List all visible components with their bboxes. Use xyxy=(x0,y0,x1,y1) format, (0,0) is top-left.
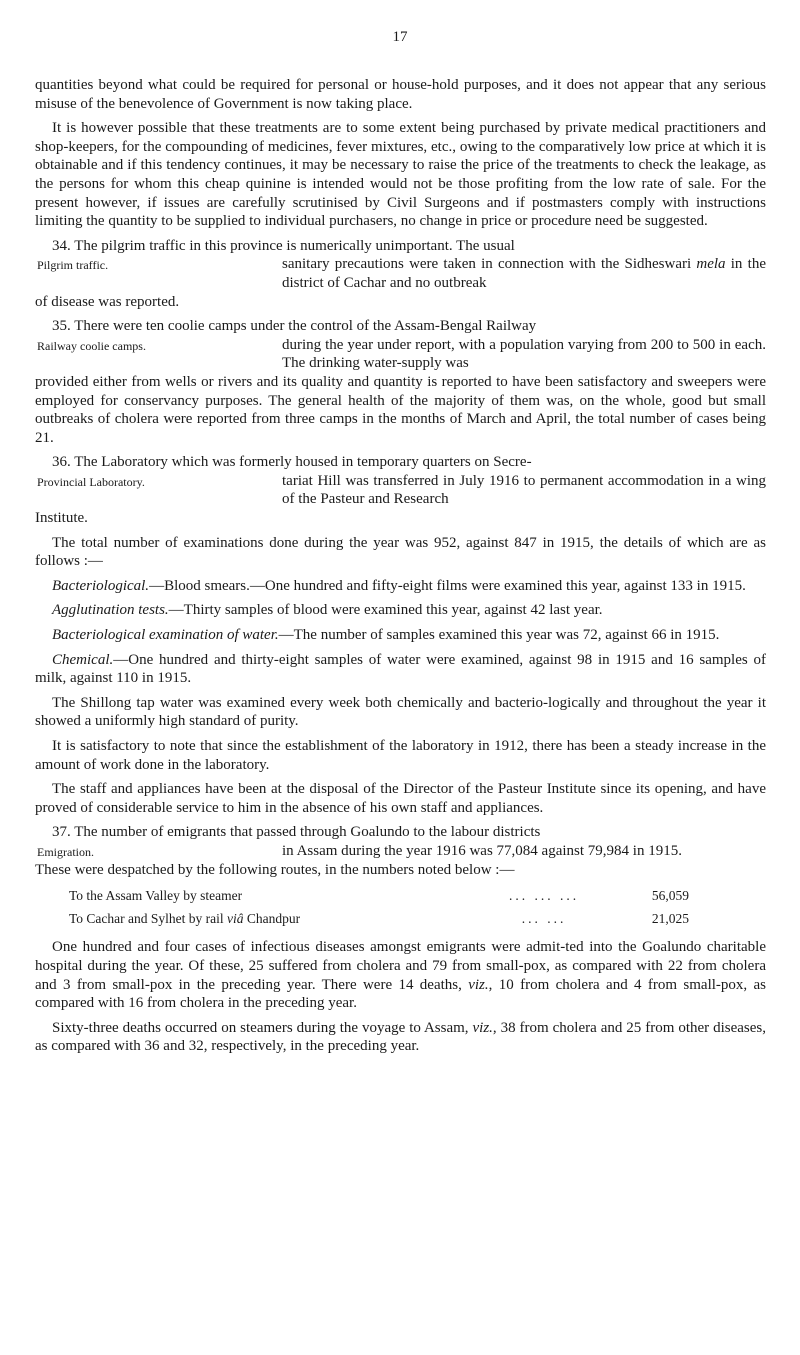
paragraph-water-examination: Bacteriological examination of water.—The number of samples examined this year was 72, against 66 in 1915. xyxy=(52,627,720,644)
section-35-right-text: during the year under report, with a population varying from 200 to 500 in each. The drinking water-supply was xyxy=(282,336,766,372)
paragraph-shillong-water: The Shillong tap water was examined every week both chemically and bacterio-logically and throughout the year it showed a uniformly high standard of purity. xyxy=(35,694,766,730)
section-37 xyxy=(35,823,766,879)
table-row xyxy=(69,908,689,931)
section-36 xyxy=(35,453,766,527)
paragraph-infectious-cases: One hundred and four cases of infectious diseases amongst emigrants were admit-ted into the Goalundo charitable hospital during the year. Of these, 25 suffered from cholera and 79 from small-pox, as compared with 22 from cholera and 3 from small-pox in the preceding year. There were 14 deaths, viz., 10 from cholera and 4 from small-pox, as compared with 16 from cholera in the preceding year. xyxy=(35,939,766,1012)
paragraph-steamer-deaths: Sixty-three deaths occurred on steamers during the voyage to Assam, viz., 38 from cholera and 25 from other diseases, as compared with 36 and 32, respectively, in the preceding year. xyxy=(35,1019,766,1055)
paragraph-bacteriological: Bacteriological.—Blood smears.—One hundred and fifty-eight films were examined this year, against 133 in 1915. xyxy=(52,577,746,594)
section-37-first-line: 37. The number of emigrants that passed through Goalundo to the labour districts xyxy=(52,824,541,841)
route-label: To Cachar and Sylhet by rail viâ Chandpur xyxy=(69,910,301,926)
section-35 xyxy=(35,317,766,447)
route-label: To the Assam Valley by steamer xyxy=(69,888,243,904)
section-37-rest: These were despatched by the following routes, in the numbers noted below :— xyxy=(35,861,515,878)
section-37-right-text: in Assam during the year 1916 was 77,084 against 79,984 in 1915. xyxy=(282,842,682,859)
route-leader: ... ... xyxy=(521,910,567,926)
sidenote-provincial-laboratory: Provincial Laboratory. xyxy=(37,474,145,489)
section-36-right-text: tariat Hill was transferred in July 1916 to permanent accommodation in a wing of the Pasteur and Research xyxy=(282,472,766,508)
sidenote-railway-coolie-camps: Railway coolie camps. xyxy=(37,338,146,353)
section-35-first-line: 35. There were ten coolie camps under the control of the Assam-Bengal Railway xyxy=(52,318,537,335)
paragraph-satisfactory: It is satisfactory to note that since the establishment of the laboratory in 1912, there has been a steady increase in the amount of work done in the laboratory. xyxy=(35,738,766,773)
paragraph-continuation: quantities beyond what could be required for personal or house-hold purposes, and it does not appear that any serious misuse of the benevolence of Government is now taking place. xyxy=(35,77,766,112)
section-36-first-line: 36. The Laboratory which was formerly housed in temporary quarters on Secre- xyxy=(52,454,532,471)
section-34 xyxy=(35,237,766,311)
paragraph-total-examinations: The total number of examinations done during the year was 952, against 847 in 1915, the details of which are as follows :— xyxy=(35,534,766,570)
route-leader: ... ... ... xyxy=(508,888,580,904)
sidenote-emigration: Emigration. xyxy=(37,844,94,859)
route-count: 56,059 xyxy=(651,888,689,904)
section-35-rest: provided either from wells or rivers and its quality and quantity is reported to have been satisfactory and sweepers were employed for conservancy purposes. The general health of the majority of them was, on the whole, good but small outbreaks of cholera were reported from three camps in the months of March and April, the total number of cases being 21. xyxy=(35,373,766,446)
paragraph-staff: The staff and appliances have been at the disposal of the Director of the Pasteur Institute since its opening, and have proved of considerable service to him in the absence of his own staff and appliances. xyxy=(35,781,766,816)
section-34-right-text: sanitary precautions were taken in connection with the Sidheswari mela in the district of Cachar and no outbreak xyxy=(282,256,766,291)
section-34-first-line: 34. The pilgrim traffic in this province is numerically unimportant. The usual xyxy=(52,237,515,254)
routes-table xyxy=(69,885,689,930)
paragraph-treatments: It is however possible that these treatments are to some extent being purchased by private medical practitioners and shop-keepers, for the compounding of medicines, fever mixtures, etc., owing to the comparatively low price at which it is obtainable and if this tendency continues, it may be necessary to raise the price of the treatments to check the leakage, as the persons for whom this cheap quinine is intended would not be those profiting from the low rate of sale. For the present however, if issues are carefully scrutinised by Civil Surgeons and if postmasters comply with instructions limiting the quantity to be supplied to individual purchasers, no change in price or procedure need be suggested. xyxy=(35,120,766,230)
paragraph-agglutination: Agglutination tests.—Thirty samples of blood were examined this year, against 42 last year. xyxy=(52,602,603,619)
section-34-rest: of disease was reported. xyxy=(35,293,180,310)
route-count: 21,025 xyxy=(651,910,689,926)
sidenote-pilgrim-traffic: Pilgrim traffic. xyxy=(37,258,109,273)
table-row xyxy=(69,885,689,908)
section-36-rest: Institute. xyxy=(35,510,88,527)
paragraph-chemical: Chemical.—One hundred and thirty-eight samples of water were examined, against 98 in 1915 and 16 samples of milk, against 110 in 1915. xyxy=(35,651,766,687)
page-number: 17 xyxy=(392,29,408,45)
